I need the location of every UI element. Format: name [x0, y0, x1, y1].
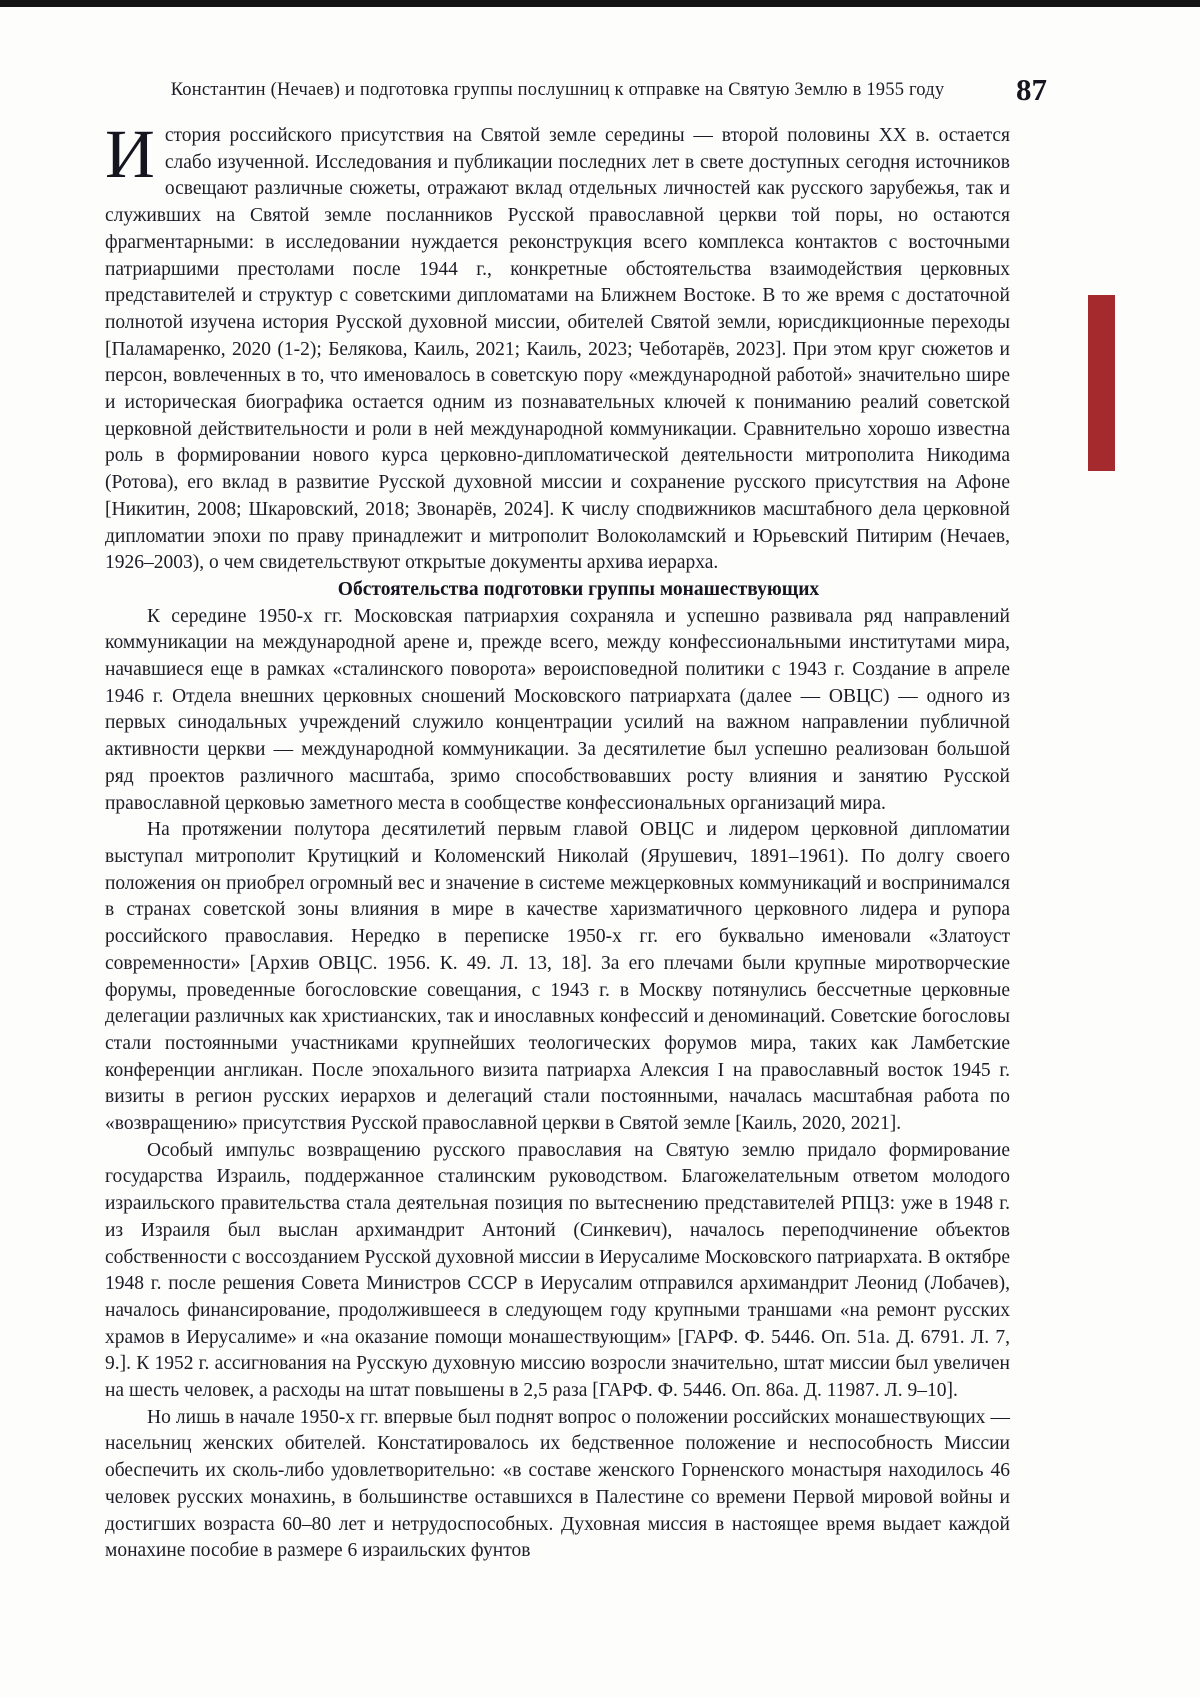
intro-paragraph — [105, 116, 1010, 577]
section-heading: Обстоятельства подготовки группы монашествующих — [337, 578, 820, 600]
paragraph-nuns-condition: Но лишь в начале 1950-х гг. впервые был поднят вопрос о положении российских монашествующих — насельниц женских обителей. Констатировалось их бедственное положение и неспособность Миссии обеспечить их сколь-либо удовлетворительно: «в составе женского Горненского монастыря находилось 46 человек русских монахинь, в большинстве оставшихся в Палестине со времени Первой мировой войны и достигших возраста 60–80 лет и нетрудоспособных. Духовная миссия в настоящее время выдает каждой монахине пособие в размере 6 израильских фунтов — [105, 1406, 1010, 1562]
article-body — [105, 116, 1010, 1565]
paragraph-israel-impulse: Особый импульс возвращению русского православия на Святую землю придало формирование государства Израиль, поддержанное сталинским руководством. Благожелательным ответом молодого израильского правительства стала деятельная позиция по вытеснению представителей РПЦЗ: уже в 1948 г. из Израиля был выслан архимандрит Антоний (Синкевич), началось переподчинение объектов собственности с воссозданием Русской духовной миссии в Иерусалиме Московского патриархата. В октябре 1948 г. после решения Совета Министров СССР в Иерусалим отправился архимандрит Леонид (Лобачев), началось финансирование, продолжившееся в следующем году крупными траншами «на ремонт русских храмов в Иерусалиме» и «на оказание помощи монашествующим» [ГАРФ. Ф. 5446. Оп. 51а. Д. 6791. Л. 7, 9.]. К 1952 г. ассигнования на Русскую духовную миссию возросли значительно, штат миссии был увеличен на шесть человек, а расходы на штат повышены в 2,5 раза [ГАРФ. Ф. 5446. Оп. 86а. Д. 11987. Л. 9–10]. — [105, 1139, 1010, 1402]
running-head: Константин (Нечаев) и подготовка группы послушниц к отправке на Святую Землю в 1955 году — [170, 80, 945, 100]
dropcap: И — [105, 116, 155, 192]
page-number: 87 — [1016, 72, 1047, 107]
scan-edge-top — [0, 0, 1200, 7]
intro-text: стория российского присутствия на Святой земле середины — второй половины XX в. остается слабо изученной. Исследования и публикации последних лет в свете доступных сегодня источников освещают различные сюжеты, отражают вклад отдельных личностей как русского зарубежья, так и служивших на Святой земле посланников Русской православной церкви той поры, но остаются фрагментарными: в исследовании нуждается реконструкция всего комплекса контактов с восточными патриаршими престолами после 1944 г., конкретные обстоятельства взаимодействия церковных представителей и структур с советскими дипломатами на Ближнем Востоке. В то же время с достаточной полнотой изучена история Русской духовной миссии, обителей Святой земли, юрисдикционные переходы [Паламаренко, 2020 (1-2); Белякова, Каиль, 2021; Каиль, 2023; Чеботарёв, 2023]. При этом круг сюжетов и персон, вовлеченных в то, что именовалось в советскую пору «международной работой» значительно шире и историческая биографика остается одним из познавательных ключей к пониманию реалий советской церковной действительности и роли в ней международной коммуникации. Сравнительно хорошо известна роль в формировании нового курса церковно-дипломатической деятельности митрополита Никодима (Ротова), его вклад в развитие Русской духовной миссии и сохранение русского присутствия на Афоне [Никитин, 2008; Шкаровский, 2018; Звонарёв, 2024]. К числу сподвижников масштабного дела церковной дипломатии эпохи по праву принадлежит и митрополит Волоколамский и Юрьевский Питирим (Нечаев, 1926–2003), о чем свидетельствуют открытые документы архива иерарха. — [105, 125, 1010, 574]
bookmark-tab — [1088, 295, 1115, 471]
paragraph-ovcs-leader: На протяжении полутора десятилетий первым главой ОВЦС и лидером церковной дипломатии выступал митрополит Крутицкий и Коломенский Николай (Ярушевич, 1891–1961). По долгу своего положения он приобрел огромный вес и значение в системе межцерковных коммуникаций и воспринимался в странах советской зоны влияния в мире в качестве харизматичного церковного лидера и рупора российского православия. Нередко в переписке 1950-х гг. его буквально именовали «Златоуст современности» [Архив ОВЦС. 1956. К. 49. Л. 13, 18]. За его плечами были крупные миротворческие форумы, проведенные богословские совещания, с 1943 г. в Москву потянулись бессчетные церковные делегации различных как христианских, так и инославных конфессий и деноминаций. Советские богословы стали постоянными участниками крупнейших теологических форумов мира, таких как Ламбетские конференции англикан. После эпохального визита патриарха Алексия I на православный восток 1945 г. визиты в регион русских иерархов и делегаций стали постоянными, началась масштабная работа по «возвращению» присутствия Русской православной церкви в Святой земле [Каиль, 2020, 2021]. — [105, 819, 1010, 1135]
paragraph-preparation-1: К середине 1950-х гг. Московская патриархия сохраняла и успешно развивала ряд направлений коммуникации на международной арене и, прежде всего, между конфессиональными институтами мира, начавшиеся еще в рамках «сталинского поворота» вероисповедной политики с 1943 г. Создание в апреле 1946 г. Отдела внешних церковных сношений Московского патриархата (далее — ОВЦС) — одного из первых синодальных учреждений служило концентрации усилий на важном направлении публичной активности церкви — международной коммуникации. За десятилетие был успешно реализован большой ряд проектов различного масштаба, зримо способствовавших росту влияния и занятию Русской православной церковью заметного места в сообществе конфессиональных организаций мира. — [105, 605, 1010, 814]
